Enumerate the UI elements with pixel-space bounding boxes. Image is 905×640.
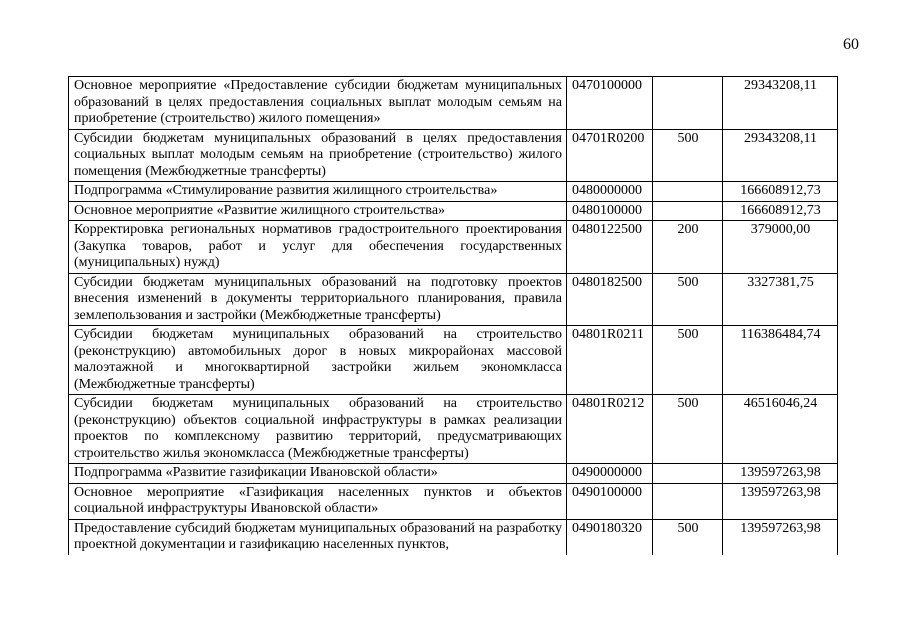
row-code: 0480122500 — [567, 221, 653, 274]
table-row — [69, 129, 838, 182]
budget-table — [68, 76, 838, 555]
row-expense-type: 500 — [653, 519, 723, 555]
row-expense-type — [653, 77, 723, 130]
row-sum: 29343208,11 — [723, 77, 838, 130]
row-name: Подпрограмма «Развитие газификации Ивановской области» — [69, 464, 567, 484]
row-expense-type: 500 — [653, 395, 723, 464]
row-sum: 139597263,98 — [723, 464, 838, 484]
row-sum: 46516046,24 — [723, 395, 838, 464]
row-sum: 116386484,74 — [723, 326, 838, 395]
row-code: 0480000000 — [567, 182, 653, 202]
row-code: 0480182500 — [567, 273, 653, 326]
row-name-text: Предоставление субсидий бюджетам муниципальных образований на разработку проектной документации и газификацию населенных пунктов, — [74, 520, 562, 552]
row-sum: 139597263,98 — [723, 483, 838, 519]
row-name: Субсидии бюджетам муниципальных образований на подготовку проектов внесения изменений в документы территориального планирования, правила землепользования и застройки (Межбюджетные трансферты) — [69, 273, 567, 326]
table-row — [69, 519, 838, 555]
row-code: 0490100000 — [567, 483, 653, 519]
row-name: Основное мероприятие «Предоставление субсидии бюджетам муниципальных образований в целях предоставления социальных выплат молодым семьям на приобретение (строительство) жилого помещения» — [69, 77, 567, 130]
row-sum: 29343208,11 — [723, 129, 838, 182]
table-row — [69, 182, 838, 202]
table-row — [69, 326, 838, 395]
row-name: Подпрограмма «Стимулирование развития жилищного строительства» — [69, 182, 567, 202]
row-expense-type — [653, 483, 723, 519]
row-expense-type: 500 — [653, 326, 723, 395]
row-sum: 379000,00 — [723, 221, 838, 274]
row-sum: 166608912,73 — [723, 182, 838, 202]
table-row — [69, 395, 838, 464]
row-expense-type: 500 — [653, 273, 723, 326]
table-row — [69, 77, 838, 130]
row-name: Основное мероприятие «Газификация населенных пунктов и объектов социальной инфраструктуры Ивановской области» — [69, 483, 567, 519]
row-expense-type — [653, 464, 723, 484]
row-sum: 139597263,98 — [723, 519, 838, 555]
row-code: 04701R0200 — [567, 129, 653, 182]
table-row — [69, 464, 838, 484]
table-row — [69, 201, 838, 221]
row-code: 0490180320 — [567, 519, 653, 555]
table-row — [69, 221, 838, 274]
row-name: Субсидии бюджетам муниципальных образований на строительство (реконструкцию) автомобильных дорог в новых микрорайонах массовой малоэтажной и многоквартирной застройки жильем экономкласса (Межбюджетные трансферты) — [69, 326, 567, 395]
row-name: Субсидии бюджетам муниципальных образований в целях предоставления социальных выплат молодым семьям на приобретение (строительство) жилого помещения (Межбюджетные трансферты) — [69, 129, 567, 182]
row-sum: 166608912,73 — [723, 201, 838, 221]
row-expense-type — [653, 182, 723, 202]
row-sum: 3327381,75 — [723, 273, 838, 326]
row-name: Основное мероприятие «Развитие жилищного строительства» — [69, 201, 567, 221]
page-number: 60 — [843, 36, 859, 53]
table-row — [69, 273, 838, 326]
row-expense-type — [653, 201, 723, 221]
row-expense-type: 200 — [653, 221, 723, 274]
row-code: 0470100000 — [567, 77, 653, 130]
table-row — [69, 483, 838, 519]
row-name: Субсидии бюджетам муниципальных образований на строительство (реконструкцию) объектов социальной инфраструктуры в рамках реализации проектов по комплексному развитию территорий, предусматривающих строительство жилья экономкласса (Межбюджетные трансферты) — [69, 395, 567, 464]
row-code: 04801R0211 — [567, 326, 653, 395]
row-name: Корректировка региональных нормативов градостроительного проектирования (Закупка товаров, работ и услуг для обеспечения государственных (муниципальных) нужд) — [69, 221, 567, 274]
row-code: 0480100000 — [567, 201, 653, 221]
row-expense-type: 500 — [653, 129, 723, 182]
row-name — [69, 519, 567, 555]
row-code: 0490000000 — [567, 464, 653, 484]
row-code: 04801R0212 — [567, 395, 653, 464]
